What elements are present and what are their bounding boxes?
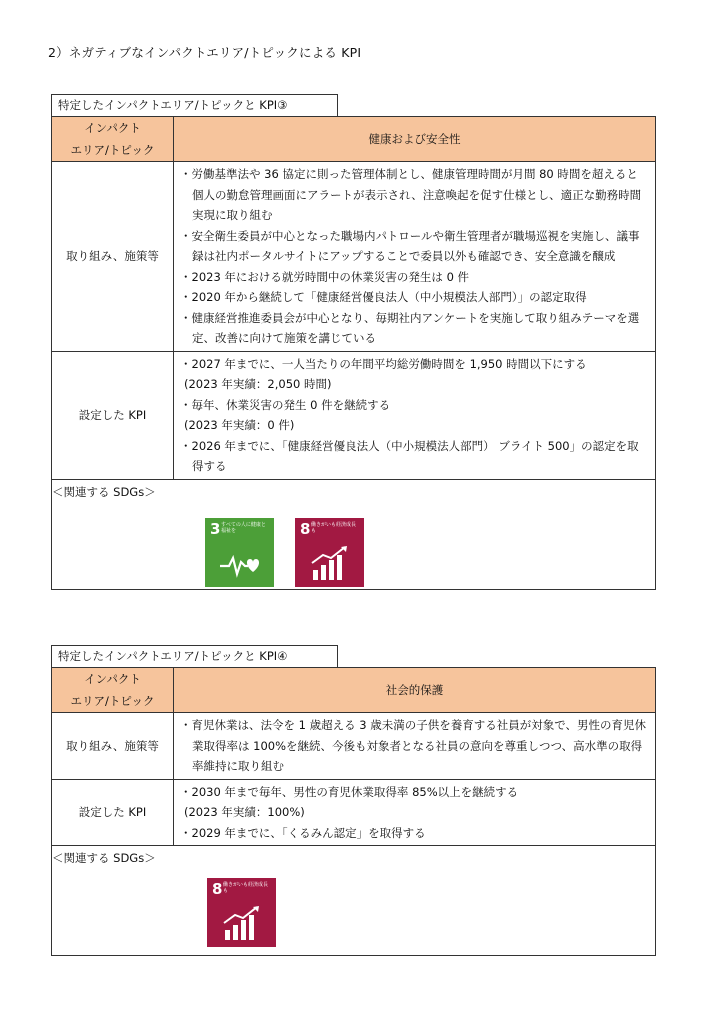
- sdg3-tile: [205, 518, 274, 587]
- kpi3-table: [51, 116, 656, 590]
- sdg-cell: [52, 479, 656, 589]
- sdg3-number: 3: [210, 519, 221, 538]
- sdg-cell: [52, 846, 656, 956]
- kpi-cell: [174, 779, 656, 846]
- sdg3-text: すべての人に健康と福祉を: [221, 521, 266, 534]
- kpi-item-text: ・2027 年までに、一人当たりの年間平均総労働時間を 1,950 時間以下にする: [180, 356, 587, 371]
- kpi-row: [52, 779, 656, 846]
- measure-item: ・育児休業は、法令を 1 歳超える 3 歳未満の子供を養育する社員が対象で、男性の育児休業取得率は 100%を継続、今後も対象者となる社員の意向を尊重しつつ、高水準の取得率維持に取り組む: [180, 718, 647, 773]
- growth-chart-icon: [221, 906, 263, 940]
- sdg8-text: 働きがいも経済成長も: [223, 882, 269, 894]
- measures-label: 取り組み、施策等: [52, 162, 174, 352]
- sdg-label: ＜関連する SDGs＞: [52, 484, 156, 499]
- kpi-row: [52, 351, 656, 479]
- kpi-item: [180, 782, 649, 823]
- sdg8-tile: [207, 878, 276, 947]
- kpi-label: 設定した KPI: [52, 351, 174, 479]
- growth-chart-icon: [309, 546, 351, 580]
- kpi-item-note: (2023 年実績：2,050 時間): [184, 377, 332, 391]
- impact-area-label-line2: エリア/トピック: [70, 143, 155, 157]
- sdg-label: ＜関連する SDGs＞: [52, 851, 156, 865]
- measures-label: 取り組み、施策等: [52, 713, 174, 780]
- measures-row: [52, 713, 656, 780]
- impact-area-value: 健康および安全性: [174, 117, 656, 162]
- kpi-item-text: ・毎年、休業災害の発生 0 件を継続する: [180, 397, 391, 412]
- measure-item: ・2023 年における就労時間中の休業災害の発生は 0 件: [180, 269, 470, 284]
- impact-area-value: 社会的保護: [174, 668, 656, 713]
- kpi-item-note: (2023 年実績：0 件): [184, 418, 295, 432]
- kpi-item-text: ・2030 年まで毎年、男性の育児休業取得率 85%以上を継続する: [180, 784, 519, 799]
- impact-area-label-line1: インパクト: [84, 121, 141, 135]
- measures-row: [52, 162, 656, 352]
- measure-item: ・健康経営推進委員会が中心となり、毎期社内アンケートを実施して取り組みテーマを選定、改善に向けて施策を講じている: [180, 310, 640, 345]
- kpi3-header-row: [52, 117, 656, 162]
- impact-area-label: [52, 117, 174, 162]
- heartbeat-icon: [219, 546, 261, 580]
- kpi-item: ・2026 年までに、「健康経営優良法人（中小規模法人部門） ブライト 500」の認定を取得する: [180, 438, 639, 473]
- kpi4-table: [51, 667, 656, 956]
- impact-area-label-line1: インパクト: [84, 672, 141, 686]
- sdg-row: [52, 846, 656, 956]
- kpi3-tag: 特定したインパクトエリア/トピックと KPI③: [51, 94, 338, 116]
- sdg8-number: 8: [300, 519, 311, 538]
- kpi-item: [180, 395, 649, 436]
- kpi-item: ・2029 年までに、「くるみん認定」を取得する: [180, 825, 426, 840]
- sdg-row: [52, 479, 656, 589]
- sdg8-text: 働きがいも経済成長も: [311, 521, 357, 534]
- impact-area-label-line2: エリア/トピック: [70, 694, 155, 708]
- measure-item: ・2020 年から継続して「健康経営優良法人（中小規模法人部門）」の認定取得: [180, 290, 587, 304]
- kpi4-tag: 特定したインパクトエリア/トピックと KPI④: [51, 645, 338, 667]
- measures-cell: [174, 162, 656, 352]
- measure-item: ・労働基準法や 36 協定に則った管理体制とし、健康管理時間が月間 80 時間を超えると個人の勤怠管理画面にアラートが表示され、注意喚起を促す仕様とし、適正な勤務時間実現に取り組む: [180, 167, 642, 222]
- kpi4-header-row: [52, 668, 656, 713]
- kpi-cell: [174, 351, 656, 479]
- sdg8-number: 8: [212, 880, 223, 898]
- measure-item: ・安全衛生委員が中心となった職場内パトロールや衛生管理者が職場巡視を実施し、議事録は社内ポータルサイトにアップすることで委員以外も確認でき、安全意識を醸成: [180, 228, 640, 263]
- sdg8-tile: [295, 518, 364, 587]
- measures-cell: [174, 713, 656, 780]
- impact-area-label: [52, 668, 174, 713]
- kpi-item-note: (2023 年実績：100%): [184, 805, 305, 819]
- kpi-item: [180, 354, 649, 395]
- section-heading: 2）ネガティブなインパクトエリア/トピックによる KPI: [48, 45, 362, 60]
- kpi-label: 設定した KPI: [52, 779, 174, 846]
